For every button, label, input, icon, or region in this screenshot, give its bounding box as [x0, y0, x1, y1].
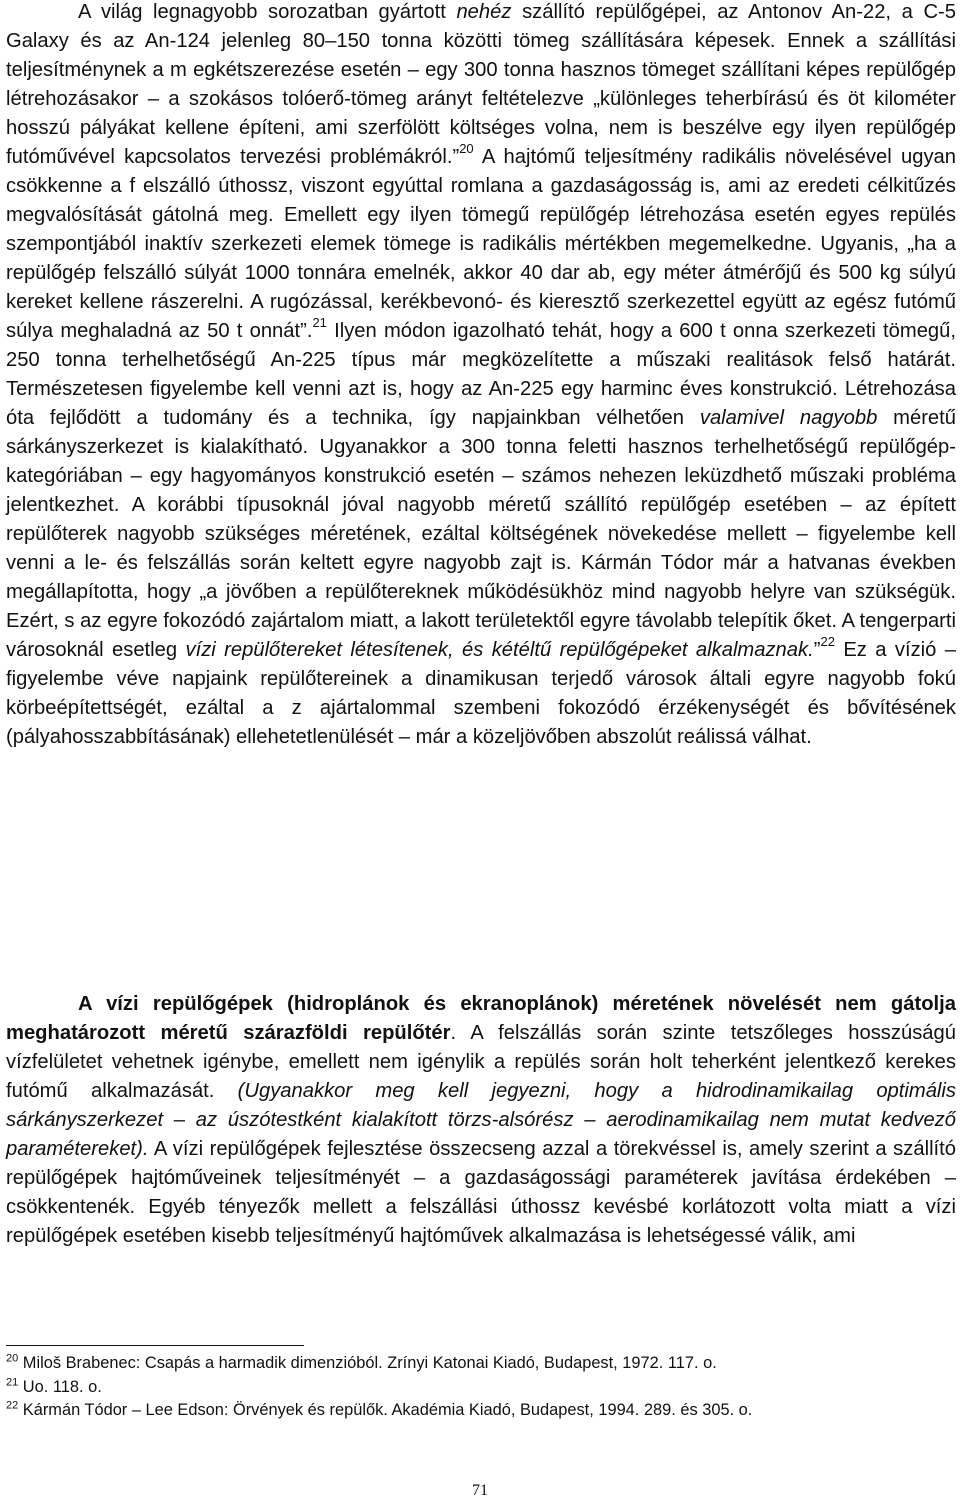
footnote-ref-21[interactable]: 21 [312, 315, 327, 331]
para1-text-start: A világ legnagyobb sorozatban gyártott [78, 1, 457, 23]
body-paragraph-2 [6, 990, 956, 1251]
footnote-21 [6, 1376, 946, 1400]
footnote-number: 20 [6, 1352, 19, 1365]
footnotes [6, 1352, 946, 1423]
para2-text-2: A vízi repülőgépek fejlesztése összecseng azzal a törekvéssel is, amely szerint a szállító repülőgépek hajtóműveinek teljesítményét – a gazdaságossági paraméterek javítása érdekében – csökkentenék. Egyéb tényezők mellett a felszállási úthossz kevésbé korlátozott volta miatt a vízi repülőgépek esetében kisebb teljesítményű hajtóművek alkalmazása is lehetségessé válik, ami [6, 1138, 956, 1247]
para1-text-karman: méretű sárkányszerkezet is kialakítható. Ugyanakkor a 300 tonna feletti hasznos terhelhetőségű repülőgép-kategóriában – egy hagyományos konstrukció esetén – számos nehezen leküzdhető műszaki probléma jelentkezhet. A korábbi típusoknál jóval nagyobb méretű szállító repülőgép esetében – az épített repülőterek nagyobb szükséges méretének, ezáltal költségének növekedése mellett – figyelembe kell venni a le- és felszállás során keltett egyre nagyobb zajt is. Kármán Tódor már a hatvanas években megállapította, hogy „a jövőben a repülőtereknek működésükhöz mind nagyobb helyre van szükségük. Ezért, s az egyre fokozódó zajártalom miatt, a lakott területektől egyre távolabb telepítik őket. A tengerparti városoknál esetleg [6, 407, 956, 661]
para2-italic-note: (Ugyanakkor meg kell jegyezni, hogy a hidrodinamikailag optimális sárkányszerkezet – az úszótestként kialakított törzs-alsórész – aerodinamikailag nem mutat kedvező paramétereket). [6, 1080, 956, 1160]
footnote-number: 22 [6, 1399, 19, 1412]
footnote-ref-20[interactable]: 20 [459, 141, 474, 157]
footnote-ref-22[interactable]: 22 [820, 634, 835, 650]
footnote-text: Kármán Tódor – Lee Edson: Örvények és repülők. Akadémia Kiadó, Budapest, 1994. 289. és 305. o. [18, 1401, 753, 1419]
body-paragraph-1 [6, 0, 956, 752]
para1-italic-heavy: nehéz [456, 1, 512, 23]
page-number: 71 [472, 1482, 488, 1499]
footnote-20 [6, 1352, 946, 1376]
para2-bold-thesis: A vízi repülőgépek (hidroplánok és ekranoplánok) méretének növelését nem gátolja meghatározott méretű szárazföldi repülőtér [6, 993, 956, 1044]
footnote-number: 21 [6, 1376, 19, 1389]
para1-italic-somewhat-larger: valamivel nagyobb [699, 407, 878, 429]
para1-closing-quote: ” [813, 639, 821, 661]
footnote-22 [6, 1399, 946, 1423]
para1-text-quote-1: szállító repülőgépei, az Antonov An-22, a C-5 Galaxy és az An-124 jelenleg 80–150 tonna közötti tömeg szállítására képesek. Ennek a szállítási teljesítménynek a m egkétszerezése esetén – egy 300 tonna hasznos tömeget szállítani képes repülőgép létrehozásakor – a szokásos tolóerő-tömeg arányt feltételezve „különleges teherbírású és öt kilométer hosszú pályákat kellene építeni, ami szerfölött költséges volna, nem is beszélve egy ilyen repülőgép futóművével kapcsolatos tervezési problémákról.” [6, 1, 956, 168]
para1-text-end: Ez a vízió – figyelembe véve napjaink repülőtereinek a dinamikusan terjedő városok általi egyre nagyobb fokú körbeépítettségét, ezáltal a z ajártalommal szembeni fokozódó érzékenységét és bővítésének (pályahosszabbításának) ellehetetlenülését – már a közeljövőben abszolút reálissá válhat. [6, 639, 956, 748]
para1-italic-water-airports: vízi repülőtereket létesítenek, és kétéltű repülőgépeket alkalmaznak. [185, 639, 814, 661]
para1-text-quote-2: A hajtómű teljesítmény radikális növelésével ugyan csökkenne a f elszálló úthossz, viszont egyúttal romlana a gazdaságosság is, ami az eredeti célkitűzés megvalósítását gátolná meg. Emellett egy ilyen tömegű repülőgép létrehozása esetén egyes repülés szempontjából inaktív szerkezeti elemek tömege is radikális mértékben megemelkedne. Ugyanis, „ha a repülőgép felszálló súlyát 1000 tonnára emelnék, akkor 40 dar ab, egy méter átmérőjű és 500 kg súlyú kereket kellene rászerelni. A rugózással, kerékbevonó- és kieresztő szerkezettel együtt az egész futómű súlya meghaladná az 50 t onnát”. [6, 146, 956, 342]
footnote-text: Uo. 118. o. [18, 1377, 102, 1396]
footnote-text: Miloš Brabenec: Csapás a harmadik dimenzióból. Zrínyi Katonai Kiadó, Budapest, 1972. 117. o. [18, 1354, 717, 1372]
para2-text-1: . A felszállás során szinte tetszőleges hosszúságú vízfelületet vehetnek igénybe, emellett nem igénylik a repülés során holt teherként jelentkező kerekes futómű alkalmazását. [6, 1022, 956, 1102]
para1-text-middle: Ilyen módon igazolható tehát, hogy a 600 t onna szerkezeti tömegű, 250 tonna terhelhetőségű An-225 típus már megközelítette a műszaki realitások felső határát. Természetesen figyelembe kell venni azt is, hogy az An-225 egy harminc éves konstrukció. Létrehozása óta fejlődött a tudomány és a technika, így napjainkban vélhetően [6, 320, 956, 429]
footnote-divider [6, 1345, 304, 1346]
